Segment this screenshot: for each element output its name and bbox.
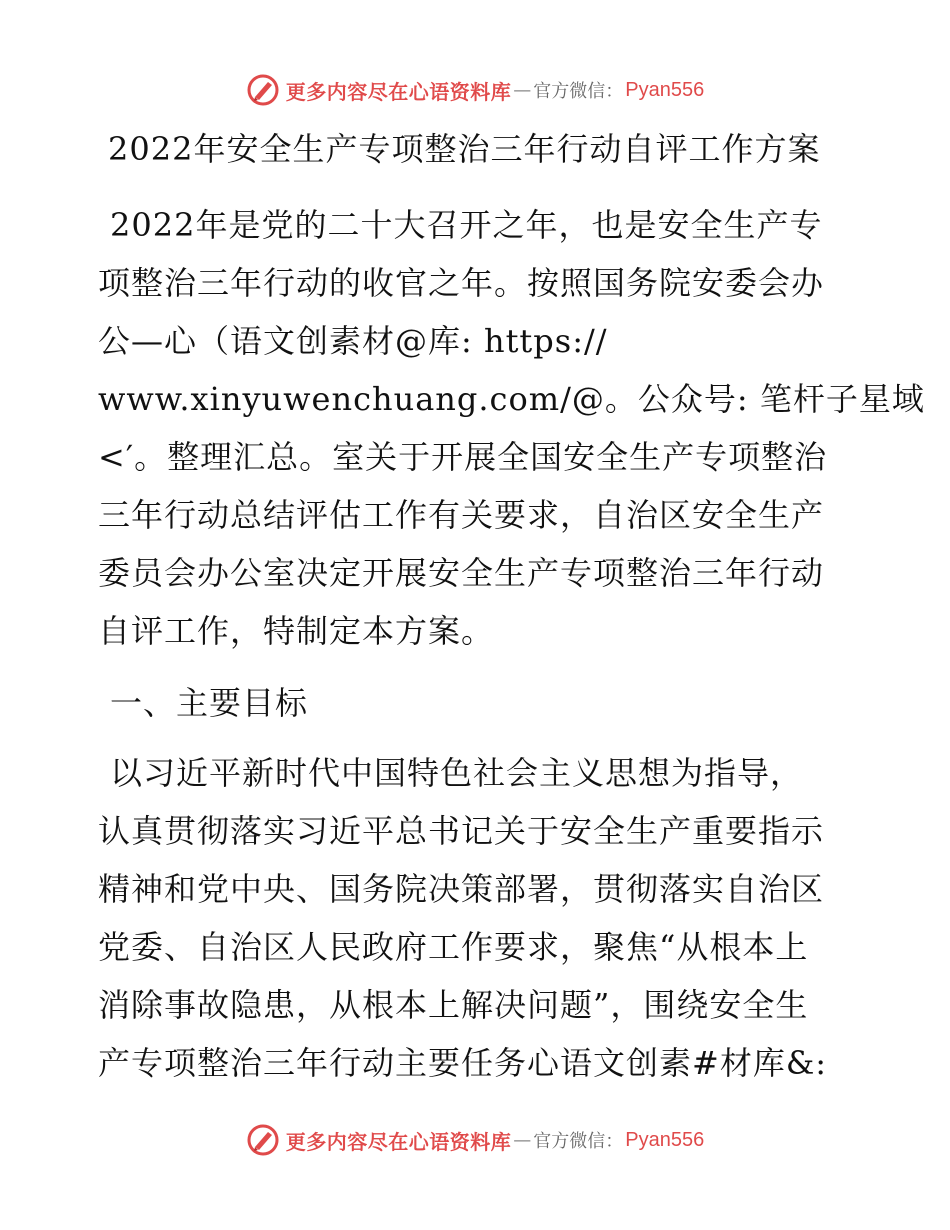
paragraph-line: 委员会办公室决定开展安全生产专项整治三年行动 <box>98 554 825 592</box>
paragraph-line: 三年行动总结评估工作有关要求，自治区安全生产 <box>98 496 825 534</box>
watermark-separator: — <box>513 1129 532 1151</box>
paragraph-line: 自评工作，特制定本方案。 <box>98 612 495 650</box>
paragraph-line: 公—心（语文创素材@库: https:// <box>98 322 608 360</box>
wechat-label: 官方微信： <box>533 1131 624 1152</box>
paragraph-line: 项整治三年行动的收官之年。按照国务院安委会办 <box>98 264 825 302</box>
paragraph-line: 2022年是党的二十大召开之年，也是安全生产专 <box>110 206 823 244</box>
paragraph-line: 以习近平新时代中国特色社会主义思想为指导， <box>110 754 804 792</box>
document-body <box>98 196 925 1092</box>
section-heading: 一、主要目标 <box>110 684 309 722</box>
paragraph-line: 认真贯彻落实习近平总书记关于安全生产重要指示 <box>98 812 825 850</box>
watermark-text: 更多内容尽在心语资料库 <box>285 1129 512 1154</box>
wechat-id: Pyan556 <box>625 78 705 101</box>
document-title: 2022年安全生产专项整治三年行动自评工作方案 <box>108 130 821 168</box>
wechat-label: 官方微信： <box>533 81 624 102</box>
paragraph-line: 消除事故隐患，从根本上解决问题”，围绕安全生 <box>98 986 809 1024</box>
paragraph-line: www.xinyuwenchuang.com/@。公众号: 笔杆子星域 <box>98 380 925 418</box>
header-watermark <box>0 70 950 110</box>
paragraph-line: <′。整理汇总。室关于开展全国安全生产专项整治 <box>98 438 828 476</box>
paragraph-line: 产专项整治三年行动主要任务心语文创素#材库&: <box>98 1044 828 1082</box>
footer-watermark <box>0 1120 950 1160</box>
pen-logo-icon <box>246 1123 280 1157</box>
watermark-separator: — <box>513 79 532 101</box>
watermark-text: 更多内容尽在心语资料库 <box>285 79 512 104</box>
wechat-id: Pyan556 <box>625 1128 705 1151</box>
pen-logo-icon <box>246 73 280 107</box>
paragraph-line: 精神和党中央、国务院决策部署，贯彻落实自治区 <box>98 870 825 908</box>
paragraph-line: 党委、自治区人民政府工作要求，聚焦“从根本上 <box>98 928 809 966</box>
